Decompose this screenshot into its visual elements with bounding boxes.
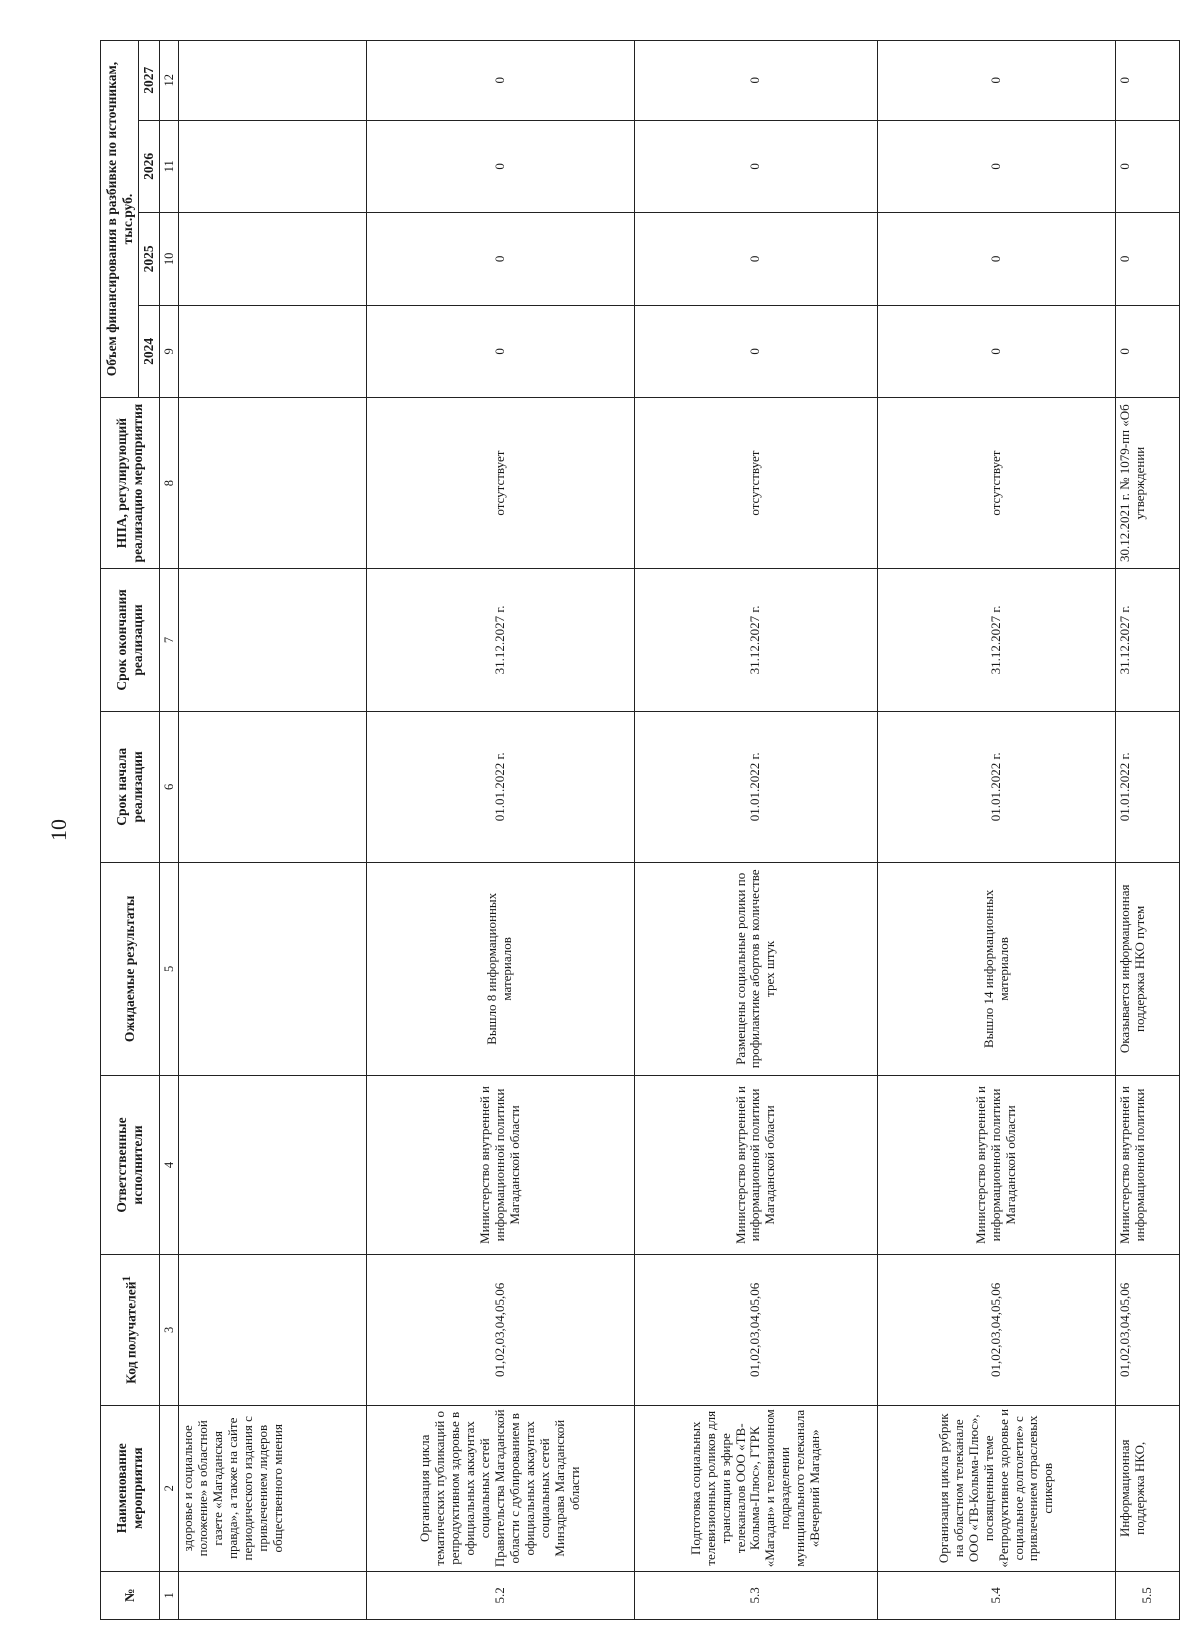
column-number: 9 xyxy=(159,305,178,398)
row-npa: отсутствует xyxy=(367,398,634,569)
row-executor: Министерство внутренней и информационной политики Магаданской области xyxy=(878,1075,1115,1254)
row-name: Организация цикла рубрик на областном телеканале ООО «ТВ-Колыма-Плюс», посвященный теме «Репродуктивное здоровье и социальное долголетие» с привлечением отраслевых спикеров xyxy=(878,1405,1115,1571)
row-npa xyxy=(178,398,366,569)
row-no xyxy=(178,1571,366,1619)
row-end xyxy=(178,569,366,712)
column-number: 8 xyxy=(159,398,178,569)
header-npa: НПА, регулирующий реализацию мероприятия xyxy=(101,398,160,569)
header-year-2027: 2027 xyxy=(139,41,160,121)
column-number: 1 xyxy=(159,1571,178,1619)
column-number: 12 xyxy=(159,41,178,121)
row-funding-2025 xyxy=(178,213,366,306)
row-funding-2027: 0 xyxy=(878,41,1115,121)
row-funding-2026: 0 xyxy=(1115,120,1179,213)
row-name: Организация цикла тематических публикаций о репродуктивном здоровье в официальных аккаунтах социальных сетей Правительства Магаданской области с дублированием в официальных аккаунтах социальных сетей Минздрава Магаданской области xyxy=(367,1405,634,1571)
header-year-2026: 2026 xyxy=(139,120,160,213)
row-funding-2027 xyxy=(178,41,366,121)
row-funding-2026 xyxy=(178,120,366,213)
row-code: 01,02,03,04,05,06 xyxy=(634,1254,878,1405)
row-no: 5.5 xyxy=(1115,1571,1179,1619)
row-executor: Министерство внутренней и информационной политики Магаданской области xyxy=(367,1075,634,1254)
column-number: 2 xyxy=(159,1405,178,1571)
column-number: 11 xyxy=(159,120,178,213)
table-row xyxy=(1115,41,1179,1620)
row-name: Подготовка социальных телевизионных роликов для трансляции в эфире телеканалов ООО «ТВ-Колыма-Плюс», ГТРК «Магадан» и телевизионном подразделении муниципального телеканала «Вечерний Магадан» xyxy=(634,1405,878,1571)
row-result: Вышло 8 информационных материалов xyxy=(367,862,634,1075)
row-npa: отсутствует xyxy=(634,398,878,569)
row-funding-2025: 0 xyxy=(634,213,878,306)
header-end: Срок окончания реализации xyxy=(101,569,160,712)
row-no: 5.4 xyxy=(878,1571,1115,1619)
row-funding-2026: 0 xyxy=(878,120,1115,213)
header-year-2024: 2024 xyxy=(139,305,160,398)
header-name: Наименование мероприятия xyxy=(101,1405,160,1571)
row-npa: отсутствует xyxy=(878,398,1115,569)
row-executor: Министерство внутренней и информационной политики Магаданской области xyxy=(634,1075,878,1254)
header-year-2025: 2025 xyxy=(139,213,160,306)
row-end: 31.12.2027 г. xyxy=(367,569,634,712)
row-funding-2024: 0 xyxy=(878,305,1115,398)
column-number: 10 xyxy=(159,213,178,306)
row-code: 01,02,03,04,05,06 xyxy=(1115,1254,1179,1405)
row-funding-2027: 0 xyxy=(634,41,878,121)
row-end: 31.12.2027 г. xyxy=(878,569,1115,712)
row-code: 01,02,03,04,05,06 xyxy=(367,1254,634,1405)
column-number-row xyxy=(159,41,178,1620)
row-funding-2026: 0 xyxy=(634,120,878,213)
header-code xyxy=(101,1254,160,1405)
header-funding: Объем финансирования в разбивке по источникам, тыс.руб. xyxy=(101,41,139,398)
row-end: 31.12.2027 г. xyxy=(634,569,878,712)
table-row xyxy=(178,41,366,1620)
row-npa: 30.12.2021 г. № 1079-пп «Об утверждении xyxy=(1115,398,1179,569)
row-funding-2025: 0 xyxy=(1115,213,1179,306)
row-code: 01,02,03,04,05,06 xyxy=(878,1254,1115,1405)
row-start xyxy=(178,711,366,862)
page-number: 10 xyxy=(46,819,71,841)
row-end: 31.12.2027 г. xyxy=(1115,569,1179,712)
row-funding-2025: 0 xyxy=(367,213,634,306)
row-funding-2024: 0 xyxy=(634,305,878,398)
row-funding-2024 xyxy=(178,305,366,398)
row-code xyxy=(178,1254,366,1405)
row-result: Вышло 14 информационных материалов xyxy=(878,862,1115,1075)
row-no: 5.2 xyxy=(367,1571,634,1619)
row-funding-2024: 0 xyxy=(1115,305,1179,398)
row-start: 01.01.2022 г. xyxy=(634,711,878,862)
column-number: 4 xyxy=(159,1075,178,1254)
row-name: здоровье и социальное положение» в областной газете «Магаданская правда», а также на сайте периодического издания с привлечением лидеров общественного мнения xyxy=(178,1405,366,1571)
row-start: 01.01.2022 г. xyxy=(878,711,1115,862)
row-start: 01.01.2022 г. xyxy=(1115,711,1179,862)
table-row xyxy=(634,41,878,1620)
column-number: 5 xyxy=(159,862,178,1075)
activities-table xyxy=(100,40,1180,1620)
row-result: Размещены социальные ролики по профилактике абортов в количестве трех штук xyxy=(634,862,878,1075)
row-executor xyxy=(178,1075,366,1254)
table-row xyxy=(367,41,634,1620)
header-results: Ожидаемые результаты xyxy=(101,862,160,1075)
row-funding-2027: 0 xyxy=(367,41,634,121)
column-number: 3 xyxy=(159,1254,178,1405)
row-funding-2027: 0 xyxy=(1115,41,1179,121)
row-result: Оказывается информационная поддержка НКО путем xyxy=(1115,862,1179,1075)
header-no: № xyxy=(101,1571,160,1619)
header-executors: Ответственные исполнители xyxy=(101,1075,160,1254)
row-result xyxy=(178,862,366,1075)
row-name: Информационная поддержка НКО, xyxy=(1115,1405,1179,1571)
row-no: 5.3 xyxy=(634,1571,878,1619)
row-funding-2025: 0 xyxy=(878,213,1115,306)
header-code-label: Код получателей xyxy=(123,1281,139,1384)
table-row xyxy=(878,41,1115,1620)
column-number: 7 xyxy=(159,569,178,712)
column-number: 6 xyxy=(159,711,178,862)
row-funding-2024: 0 xyxy=(367,305,634,398)
header-row xyxy=(101,41,139,1620)
row-executor: Министерство внутренней и информационной политики xyxy=(1115,1075,1179,1254)
row-start: 01.01.2022 г. xyxy=(367,711,634,862)
header-start: Срок начала реализации xyxy=(101,711,160,862)
header-code-footnote: 1 xyxy=(120,1275,133,1282)
rotated-page xyxy=(46,40,1180,1620)
row-funding-2026: 0 xyxy=(367,120,634,213)
